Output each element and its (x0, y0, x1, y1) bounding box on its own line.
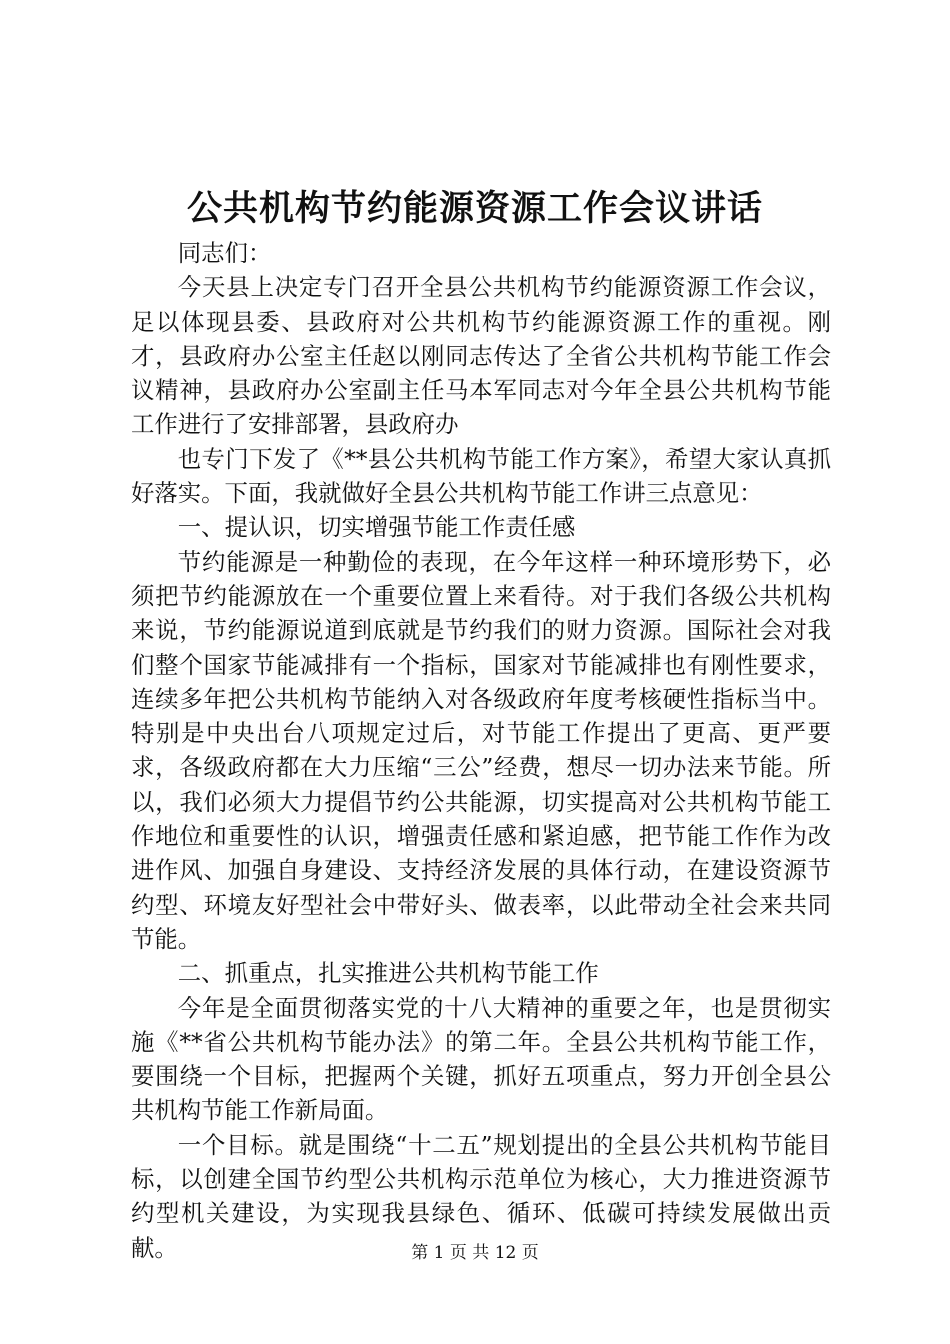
section-heading-2: 二、抓重点，扎实推进公共机构节能工作 (177, 959, 599, 988)
paragraph-intro: 今天县上决定专门召开全县公共机构节约能源资源工作会议，足以体现县委、县政府对公共机构节约能源资源工作的重视。刚才，县政府办公室主任赵以刚同志传达了全省公共机构节能工作会议精神，县政府办公室副主任马本军同志对今年全县公共机构节能工作进行了安排部署，县政府办 (131, 273, 831, 439)
section-heading-1: 一、提认识，切实增强节能工作责任感 (177, 513, 576, 542)
page-number-footer: 第 1 页 共 12 页 (411, 1243, 539, 1263)
document-title: 公共机构节约能源资源工作会议讲话 (186, 188, 763, 229)
paragraph-section-2: 今年是全面贯彻落实党的十八大精神的重要之年，也是贯彻实施《**省公共机构节能办法》的第二年。全县公共机构节能工作，要围绕一个目标，把握两个关键，抓好五项重点，努力开创全县公共机构节能工作新局面。 (131, 993, 831, 1125)
paragraph-goal: 一个目标。就是围绕“十二五”规划提出的全县公共机构节能目标，以创建全国节约型公共机构示范单位为核心，大力推进资源节约型机关建设，为实现我县绿色、循环、低碳可持续发展做出贡献。 (131, 1130, 831, 1262)
document-body (131, 236, 831, 1265)
paragraph-salutation: 同志们： (177, 239, 272, 267)
paragraph-intro-continued: 也专门下发了《**县公共机构节能工作方案》，希望大家认真抓好落实。下面，我就做好全县公共机构节能工作讲三点意见： (131, 444, 831, 508)
paragraph-section-1: 节约能源是一种勤俭的表现，在今年这样一种环境形势下，必须把节约能源放在一个重要位置上来看待。对于我们各级公共机构来说，节约能源说道到底就是节约我们的财力资源。国际社会对我们整个国家节能减排有一个指标，国家对节能减排也有刚性要求，连续多年把公共机构节能纳入对各级政府年度考核硬性指标当中。特别是中央出台八项规定过后，对节能工作提出了更高、更严要求，各级政府都在大力压缩“三公”经费，想尽一切办法来节能。所以，我们必须大力提倡节约公共能源，切实提高对公共机构节能工作地位和重要性的认识，增强责任感和紧迫感，把节能工作作为改进作风、加强自身建设、支持经济发展的具体行动，在建设资源节约型、环境友好型社会中带好头、做表率，以此带动全社会来共同节能。 (131, 547, 831, 953)
